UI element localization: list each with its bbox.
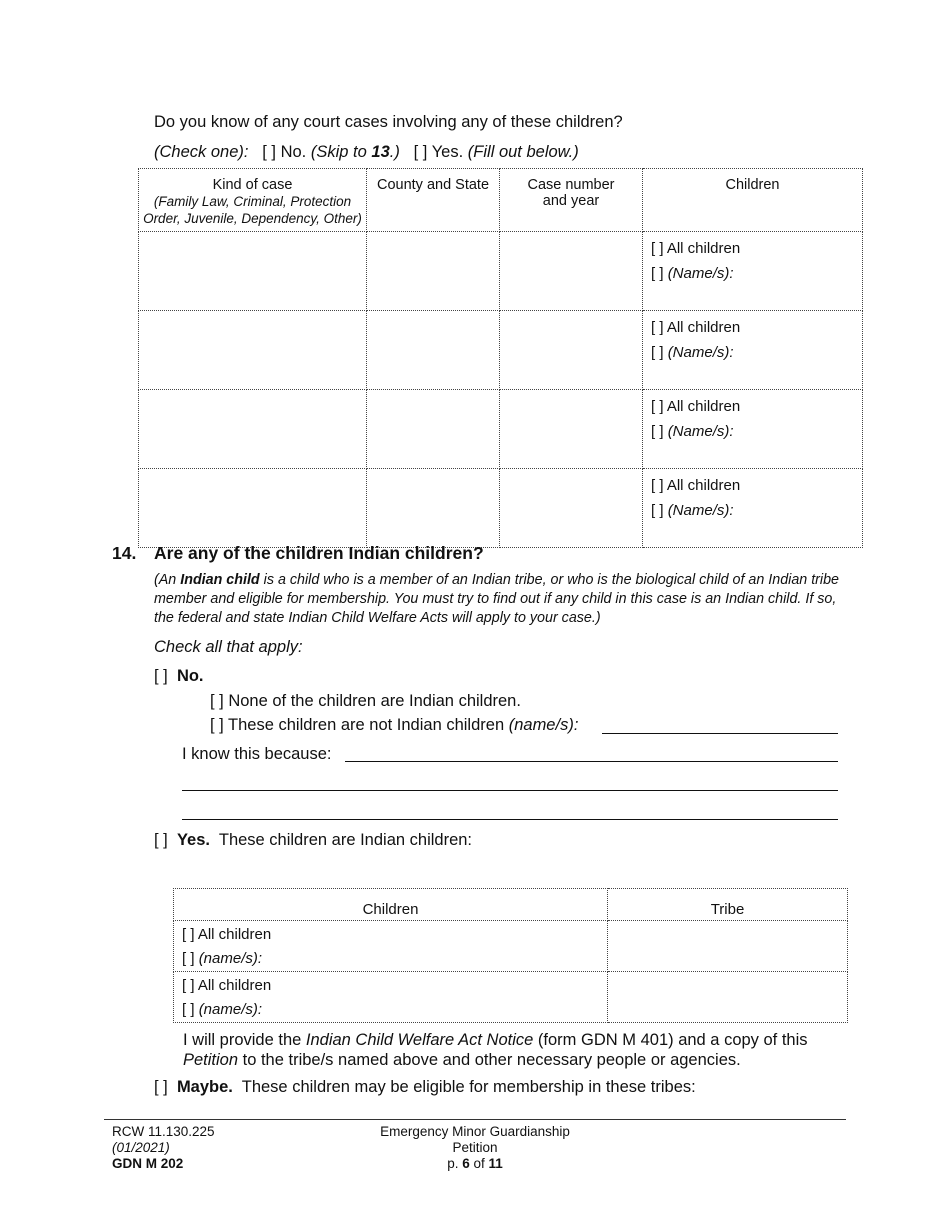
- children-cell: [174, 921, 608, 972]
- kind-cell[interactable]: [139, 390, 367, 469]
- reason-line-3[interactable]: [182, 819, 838, 820]
- children-cell: [643, 469, 863, 548]
- all-children-checkbox[interactable]: [ ] All children: [651, 240, 741, 257]
- form-number: GDN M 202: [112, 1156, 184, 1171]
- tribes-table: [173, 888, 848, 1023]
- yes-text: These children are Indian children:: [218, 831, 473, 849]
- table-row: [139, 232, 863, 311]
- court-cases-question: Do you know of any court cases involving any of these children?: [154, 113, 623, 131]
- names-option[interactable]: [ ] (name/s):: [182, 950, 263, 967]
- yes-option[interactable]: [154, 831, 472, 850]
- page-number: p. 6 of 11: [447, 1156, 503, 1171]
- check-all-label: Check all that apply:: [154, 638, 303, 656]
- kind-cell[interactable]: [139, 311, 367, 390]
- footer-left: [112, 1124, 215, 1172]
- all-children-checkbox[interactable]: [ ] All children: [182, 926, 272, 943]
- names-line[interactable]: [602, 733, 838, 734]
- yes-label: Yes.: [176, 831, 210, 849]
- tribe-cell[interactable]: [608, 972, 848, 1023]
- tribes-header-row: [174, 889, 848, 921]
- case-number-cell[interactable]: [500, 469, 643, 548]
- yes-label: Yes.: [431, 143, 464, 161]
- form-subtitle: Petition: [452, 1140, 498, 1155]
- case-number-cell[interactable]: [500, 311, 643, 390]
- know-because-label: I know this because:: [182, 745, 332, 763]
- children-cell: [643, 390, 863, 469]
- case-number-cell[interactable]: [500, 232, 643, 311]
- none-indian-option[interactable]: [ ] None of the children are Indian children.: [210, 692, 521, 710]
- children-header: Children: [174, 889, 608, 921]
- maybe-checkbox[interactable]: [ ]: [154, 1078, 168, 1096]
- tribe-cell[interactable]: [608, 921, 848, 972]
- section-title: Are any of the children Indian children?: [154, 543, 484, 563]
- no-checkbox[interactable]: [ ]: [154, 667, 168, 685]
- reason-line[interactable]: [345, 761, 838, 762]
- court-cases-table: [138, 168, 863, 548]
- kind-cell[interactable]: [139, 469, 367, 548]
- children-cell: [643, 232, 863, 311]
- yes-checkbox[interactable]: [ ]: [154, 831, 168, 849]
- court-cases-header-row: [139, 169, 863, 232]
- names-option[interactable]: [ ] (name/s):: [182, 1001, 263, 1018]
- table-row: [139, 469, 863, 548]
- names-option[interactable]: [ ] (Name/s):: [651, 423, 734, 440]
- form-title: Emergency Minor Guardianship: [380, 1124, 570, 1139]
- tribe-header: Tribe: [608, 889, 848, 921]
- county-cell[interactable]: [367, 311, 500, 390]
- table-row: [139, 311, 863, 390]
- table-row: [174, 921, 848, 972]
- skip-instruction: (Skip to 13.): [310, 143, 400, 161]
- form-date: (01/2021): [112, 1140, 170, 1155]
- county-cell[interactable]: [367, 232, 500, 311]
- all-children-checkbox[interactable]: [ ] All children: [651, 319, 741, 336]
- maybe-option[interactable]: [154, 1078, 696, 1097]
- children-cell: [174, 972, 608, 1023]
- all-children-checkbox[interactable]: [ ] All children: [182, 977, 272, 994]
- county-state-header: County and State: [367, 169, 500, 232]
- county-cell[interactable]: [367, 390, 500, 469]
- no-option[interactable]: [154, 667, 204, 686]
- no-label: No.: [280, 143, 307, 161]
- kind-of-case-header: Kind of case (Family Law, Criminal, Protection Order, Juvenile, Dependency, Other): [139, 169, 367, 232]
- children-header: Children: [643, 169, 863, 232]
- all-children-checkbox[interactable]: [ ] All children: [651, 477, 741, 494]
- fill-out-instruction: (Fill out below.): [467, 143, 579, 161]
- no-checkbox[interactable]: [ ]: [262, 143, 276, 161]
- rcw-citation: RCW 11.130.225: [112, 1124, 215, 1139]
- section-number: 14.: [112, 543, 137, 563]
- case-number-header: Case number and year: [500, 169, 643, 232]
- yes-checkbox[interactable]: [ ]: [413, 143, 428, 161]
- table-row: [139, 390, 863, 469]
- names-option[interactable]: [ ] (Name/s):: [651, 265, 734, 282]
- footer-center: [335, 1124, 615, 1172]
- check-one-label: (Check one):: [154, 143, 249, 161]
- maybe-label: Maybe.: [176, 1078, 233, 1096]
- indian-child-definition: (An Indian child is a child who is a member of an Indian tribe, or who is the biological child of an Indian tribe member and eligible for membership. You must try to find out if any child in this case is an Indian child. If so, the federal and state Indian Child Welfare Acts will apply to your case.): [154, 572, 840, 626]
- table-row: [174, 972, 848, 1023]
- names-option[interactable]: [ ] (Name/s):: [651, 344, 734, 361]
- check-one-row: [154, 143, 579, 162]
- maybe-text: These children may be eligible for membership in these tribes:: [241, 1078, 696, 1096]
- kind-cell[interactable]: [139, 232, 367, 311]
- case-number-cell[interactable]: [500, 390, 643, 469]
- all-children-checkbox[interactable]: [ ] All children: [651, 398, 741, 415]
- county-cell[interactable]: [367, 469, 500, 548]
- reason-line-2[interactable]: [182, 790, 838, 791]
- no-label: No.: [176, 667, 204, 685]
- footer-divider: [104, 1119, 846, 1120]
- names-option[interactable]: [ ] (Name/s):: [651, 502, 734, 519]
- not-indian-option[interactable]: [ ] These children are not Indian children (name/s):: [210, 716, 579, 734]
- children-cell: [643, 311, 863, 390]
- provide-notice-text: I will provide the Indian Child Welfare Act Notice (form GDN M 401) and a copy of this Petition to the tribe/s named above and other necessary people or agencies.: [183, 1031, 808, 1069]
